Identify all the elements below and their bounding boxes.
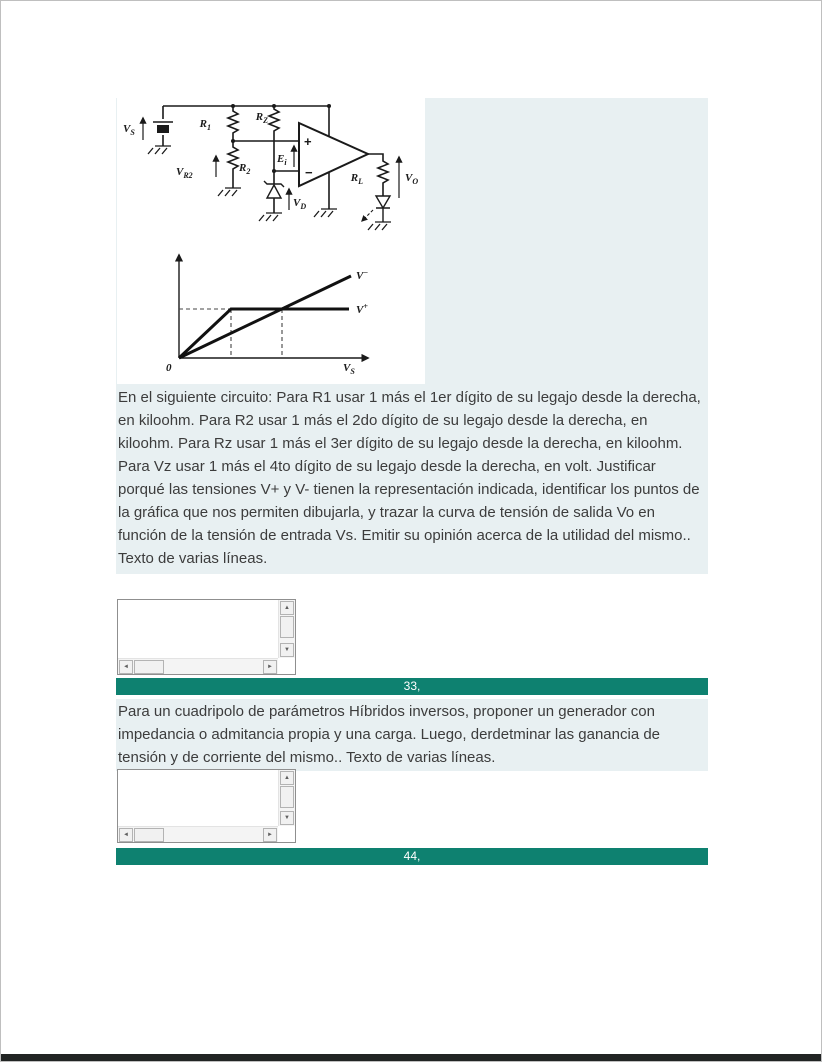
vo-label: $V_O$ bbox=[405, 172, 419, 186]
ei-label: $E_i$ bbox=[277, 153, 287, 167]
junction-dot bbox=[231, 104, 235, 108]
question-1-text: En el siguiente circuito: Para R1 usar 1 más el 1er dígito de su legajo desde la derecha, en kiloohm. Para R2 usar 1 más el 2do dígito de su legajo desde la derecha, en kiloohm. Para Rz usar 1 más el 3er dígito de su legajo desde la derecha, en kiloohm. Para Vz usar 1 más el 4to dígito de su legajo desde la derecha, en volt. Justificar porqué las tensiones V+ y V- tienen la representación indicada, identificar los puntos de la gráfica que nos permiten dibujarla, y trazar la curva de tensión de salida Vo en función de la tensión de entrada Vs. Emitir su opinión acerca de la utilidad del mismo.. Texto de varias líneas. bbox=[118, 389, 701, 567]
answer-textarea-2[interactable] bbox=[117, 769, 296, 843]
vd-label: $V_D$ bbox=[293, 197, 307, 211]
vertical-scrollbar[interactable] bbox=[278, 600, 295, 658]
v-plus-label: V+ bbox=[356, 302, 368, 316]
scroll-down-icon[interactable]: ▼ bbox=[280, 811, 294, 825]
scroll-right-icon[interactable]: ► bbox=[263, 828, 277, 842]
vr2-label: $V_{R2}$ bbox=[176, 166, 193, 180]
resistor-r2-icon bbox=[228, 141, 238, 188]
ground-icon bbox=[368, 222, 391, 230]
question-2-points-bar: 44, bbox=[116, 848, 708, 865]
ground-icon bbox=[259, 213, 282, 221]
scroll-up-icon[interactable]: ▲ bbox=[280, 771, 294, 785]
v-minus-label: V− bbox=[356, 268, 369, 282]
question-1-points-bar: 33, bbox=[116, 678, 708, 695]
rz-label: $R_Z$ bbox=[255, 111, 268, 125]
question-2-text: Para un cuadripolo de parámetros Híbridos inversos, proponer un generador con impedancia o admitancia propia y una carga. Luego, derdetminar las ganancia de tensión y de corriente del mismo.. Texto de varias líneas. bbox=[118, 703, 661, 766]
vertical-scroll-thumb[interactable] bbox=[280, 616, 294, 638]
scroll-down-icon[interactable]: ▼ bbox=[280, 643, 294, 657]
junction-dot bbox=[327, 104, 331, 108]
scroll-left-icon[interactable]: ◄ bbox=[119, 828, 133, 842]
circuit-and-graph-svg bbox=[117, 98, 425, 384]
vs-label: $V_S$ bbox=[123, 123, 135, 137]
page-bottom-bar bbox=[1, 1054, 822, 1061]
junction-dot bbox=[272, 169, 276, 173]
rl-label: $R_L$ bbox=[350, 172, 363, 186]
question-1-block bbox=[116, 98, 708, 574]
battery-icon bbox=[157, 125, 169, 133]
ground-icon bbox=[148, 146, 171, 154]
graph-origin-label: 0 bbox=[166, 362, 172, 374]
v-minus-line bbox=[179, 276, 351, 358]
horizontal-scrollbar[interactable] bbox=[118, 658, 278, 674]
vertical-scrollbar[interactable] bbox=[278, 770, 295, 826]
zener-diode-icon bbox=[267, 185, 281, 198]
answer-textarea-1[interactable] bbox=[117, 599, 296, 675]
circuit-figure bbox=[117, 98, 425, 384]
scroll-right-icon[interactable]: ► bbox=[263, 660, 277, 674]
ground-icon bbox=[314, 209, 337, 217]
led-emission-arrow-icon bbox=[362, 210, 373, 221]
graph-x-axis-label: $V_S$ bbox=[343, 362, 355, 376]
opamp-minus-label: − bbox=[305, 165, 313, 180]
scroll-left-icon[interactable]: ◄ bbox=[119, 660, 133, 674]
horizontal-scroll-thumb[interactable] bbox=[134, 660, 164, 674]
horizontal-scroll-thumb[interactable] bbox=[134, 828, 164, 842]
scroll-up-icon[interactable]: ▲ bbox=[280, 601, 294, 615]
opamp-plus-label: + bbox=[304, 134, 312, 149]
junction-dot bbox=[231, 139, 235, 143]
r1-label: $R_1$ bbox=[199, 118, 211, 132]
ground-icon bbox=[218, 188, 241, 196]
resistor-r1-icon bbox=[228, 106, 238, 141]
led-diode-icon bbox=[376, 196, 390, 208]
horizontal-scrollbar[interactable] bbox=[118, 826, 278, 842]
junction-dot bbox=[272, 104, 276, 108]
question-2-block bbox=[116, 699, 708, 771]
resistor-rl-icon bbox=[368, 154, 388, 196]
vertical-scroll-thumb[interactable] bbox=[280, 786, 294, 808]
transfer-graph bbox=[166, 255, 368, 376]
led-bar bbox=[376, 208, 390, 222]
r2-label: $R_2$ bbox=[239, 162, 251, 176]
